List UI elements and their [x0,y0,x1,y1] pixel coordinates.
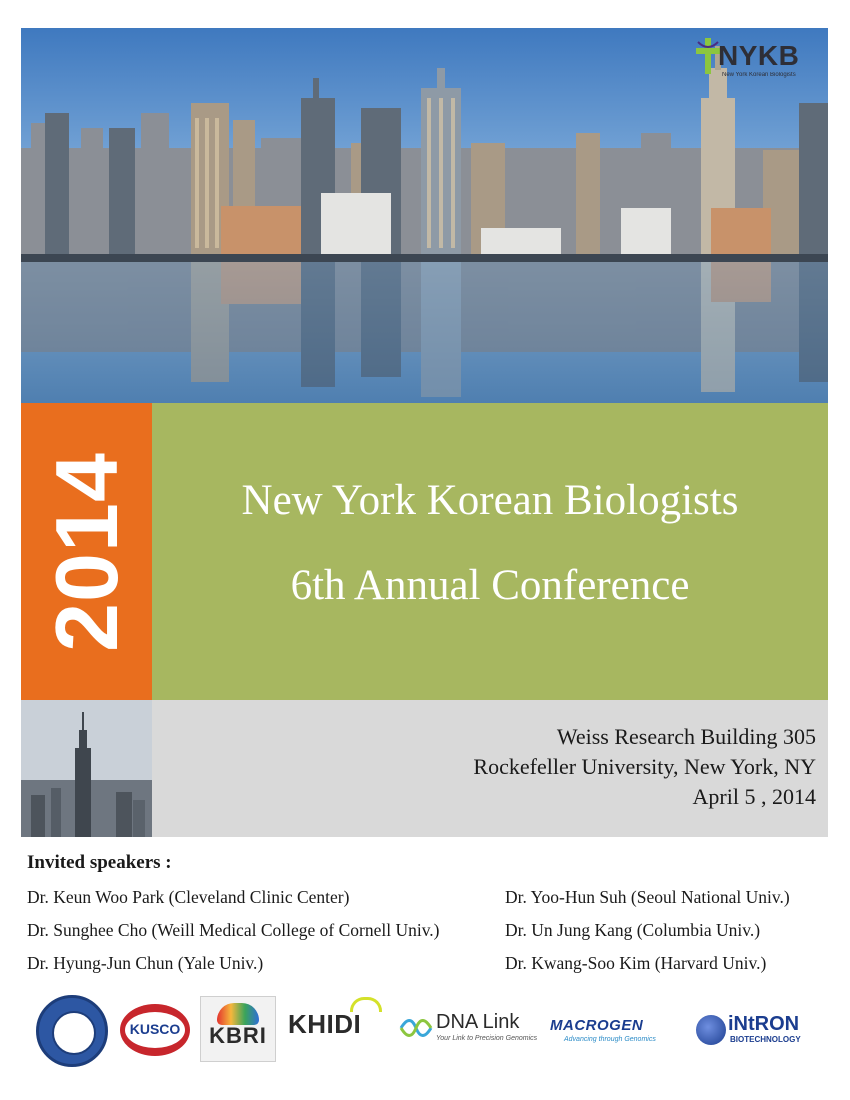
intron-label: iNtRON [728,1013,800,1035]
sponsor-kbri-logo [200,996,276,1062]
sponsor-kusco-logo [120,1004,190,1056]
sponsor-dnalink-logo [398,1011,548,1051]
nykb-logo-text: NYKB [718,40,800,71]
brain-icon [217,1003,259,1025]
khidi-arc-icon [350,997,382,1012]
speaker-item: Dr. Keun Woo Park (Cleveland Clinic Center) [27,887,350,907]
sponsor-intron-logo [696,1013,826,1049]
speaker-item: Dr. Un Jung Kang (Columbia Univ.) [505,920,761,940]
speakers-heading: Invited speakers : [27,852,172,873]
intron-globe-icon [696,1015,726,1045]
venue-date: April 5 , 2014 [692,784,816,809]
nykb-logo-subtitle: New York Korean Biologists [722,72,796,78]
skyline-hero-image [21,28,828,403]
speaker-item: Dr. Kwang-Soo Kim (Harvard Univ.) [505,953,767,973]
empire-state-illustration [21,700,152,837]
khidi-label: KHIDI [288,1009,362,1039]
dnalink-tagline: Your Link to Precision Genomics [436,1035,538,1042]
dnalink-label: DNA Link [436,1011,520,1033]
skyline-illustration [21,28,828,403]
sponsor-khidi-logo [288,1009,361,1040]
sponsor-seal-logo [36,995,108,1067]
venue-details [473,722,816,812]
intron-tagline: BIOTECHNOLOGY [730,1035,801,1044]
title-band [152,403,828,700]
year-band [21,403,152,700]
sponsor-macrogen-logo [550,1017,686,1047]
seal-emblem-icon [52,1011,96,1055]
kbri-label: KBRI [209,1023,267,1048]
venue-band [21,700,828,837]
empire-state-photo [21,700,152,837]
kusco-label: KUSCO [129,1021,181,1037]
nykb-logo [694,38,818,84]
macrogen-label: MACROGEN [550,1017,644,1034]
venue-building: Weiss Research Building 305 [556,724,816,749]
sponsor-logos [0,995,850,1065]
speaker-item: Dr. Hyung-Jun Chun (Yale Univ.) [27,953,264,973]
conference-title-line1: New York Korean Biologists [241,477,739,524]
venue-location: Rockefeller University, New York, NY [473,754,816,779]
macrogen-tagline: Advancing through Genomics [564,1036,656,1043]
speaker-item: Dr. Sunghee Cho (Weill Medical College of Cornell Univ.) [27,920,440,940]
conference-year: 2014 [36,451,136,652]
dna-helix-icon [398,1013,434,1043]
conference-title-line2: 6th Annual Conference [290,562,690,609]
speaker-item: Dr. Yoo-Hun Suh (Seoul National Univ.) [505,887,790,907]
